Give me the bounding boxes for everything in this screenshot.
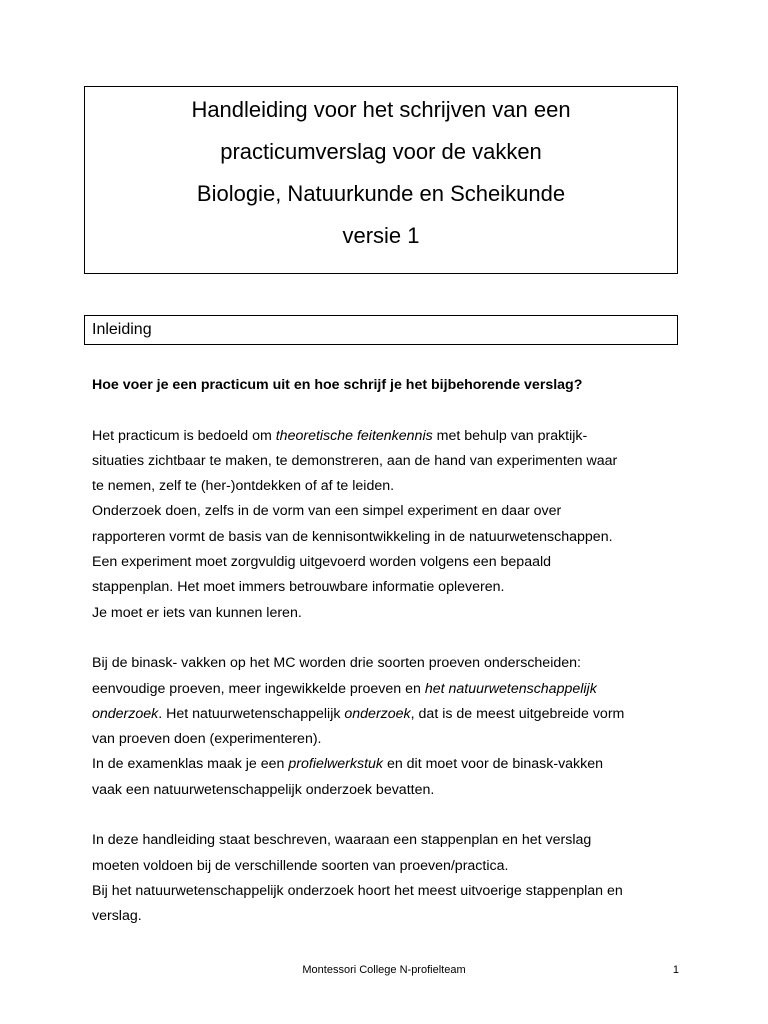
p1-line-7: stappenplan. Het moet immers betrouwbare informatie opleveren.	[92, 579, 505, 596]
paragraph-1	[92, 424, 682, 626]
p1-l1-text-b: met behulp van praktijk-	[432, 427, 588, 444]
title-line-2: practicumverslag voor de vakken	[220, 139, 542, 164]
p2-l2-emphasis: het natuurwetenschappelijk	[424, 680, 597, 697]
footer-text: Montessori College N-profielteam	[302, 964, 466, 976]
p2-line-4: van proeven doen (experimenteren).	[92, 731, 322, 748]
p2-l5-text-b: en dit moet voor de binask-vakken	[383, 756, 604, 773]
p3-line-1: In deze handleiding staat beschreven, waaraan een stappenplan en het verslag	[92, 832, 592, 849]
p2-l3-text-c: , dat is de meest uitgebreide vorm	[410, 705, 625, 722]
p2-l3-emphasis-2: onderzoek	[344, 705, 411, 722]
p3-line-3: Bij het natuurwetenschappelijk onderzoek hoort het meest uitvoerige stappenplan en	[92, 882, 623, 899]
p2-line-5	[92, 752, 682, 777]
p1-l1-text-a: Het practicum is bedoeld om	[92, 427, 276, 444]
p1-line-3: te nemen, zelf te (her-)ontdekken of af te leiden.	[92, 478, 395, 495]
p1-line-8: Je moet er iets van kunnen leren.	[92, 604, 302, 621]
p2-l5-text-a: In de examenklas maak je een	[92, 756, 289, 773]
p3-line-4: verslag.	[92, 908, 142, 925]
title-line-1: Handleiding voor het schrijven van een	[191, 97, 571, 122]
p3-line-2: moeten voldoen bij de verschillende soorten van proeven/practica.	[92, 857, 509, 874]
section-heading-box	[84, 315, 678, 345]
p2-l3-text-b: . Het natuurwetenschappelijk	[158, 705, 345, 722]
p2-line-3	[92, 702, 682, 727]
section-heading: Inleiding	[92, 321, 152, 338]
p1-line-4: Onderzoek doen, zelfs in de vorm van een simpel experiment en daar over	[92, 503, 562, 520]
p2-l5-emphasis: profielwerkstuk	[288, 756, 383, 773]
p2-line-1: Bij de binask- vakken op het MC worden drie soorten proeven onderscheiden:	[92, 655, 581, 672]
p1-l1-emphasis: theoretische feitenkennis	[275, 427, 433, 444]
p1-line-5: rapporteren vormt de basis van de kennisontwikkeling in de natuurwetenschappen.	[92, 528, 613, 545]
intro-question: Hoe voer je een practicum uit en hoe schrijf je het bijbehorende verslag?	[92, 377, 583, 393]
p1-line-2: situaties zichtbaar te maken, te demonstreren, aan de hand van experimenten waar	[92, 452, 618, 469]
document-title-box	[84, 86, 678, 274]
p2-l3-emphasis: onderzoek	[92, 705, 159, 722]
p1-line-1	[92, 424, 682, 449]
p2-line-6: vaak een natuurwetenschappelijk onderzoek bevatten.	[92, 781, 435, 798]
paragraph-2	[92, 651, 682, 803]
page-number: 1	[672, 964, 679, 976]
p1-line-6: Een experiment moet zorgvuldig uitgevoerd worden volgens een bepaald	[92, 554, 552, 571]
body-content	[92, 373, 682, 955]
paragraph-3	[92, 828, 682, 929]
title-line-4: versie 1	[342, 223, 420, 248]
title-line-3: Biologie, Natuurkunde en Scheikunde	[196, 181, 566, 206]
p2-l2-text-a: eenvoudige proeven, meer ingewikkelde proeven en	[92, 680, 425, 697]
p2-line-2	[92, 677, 682, 702]
